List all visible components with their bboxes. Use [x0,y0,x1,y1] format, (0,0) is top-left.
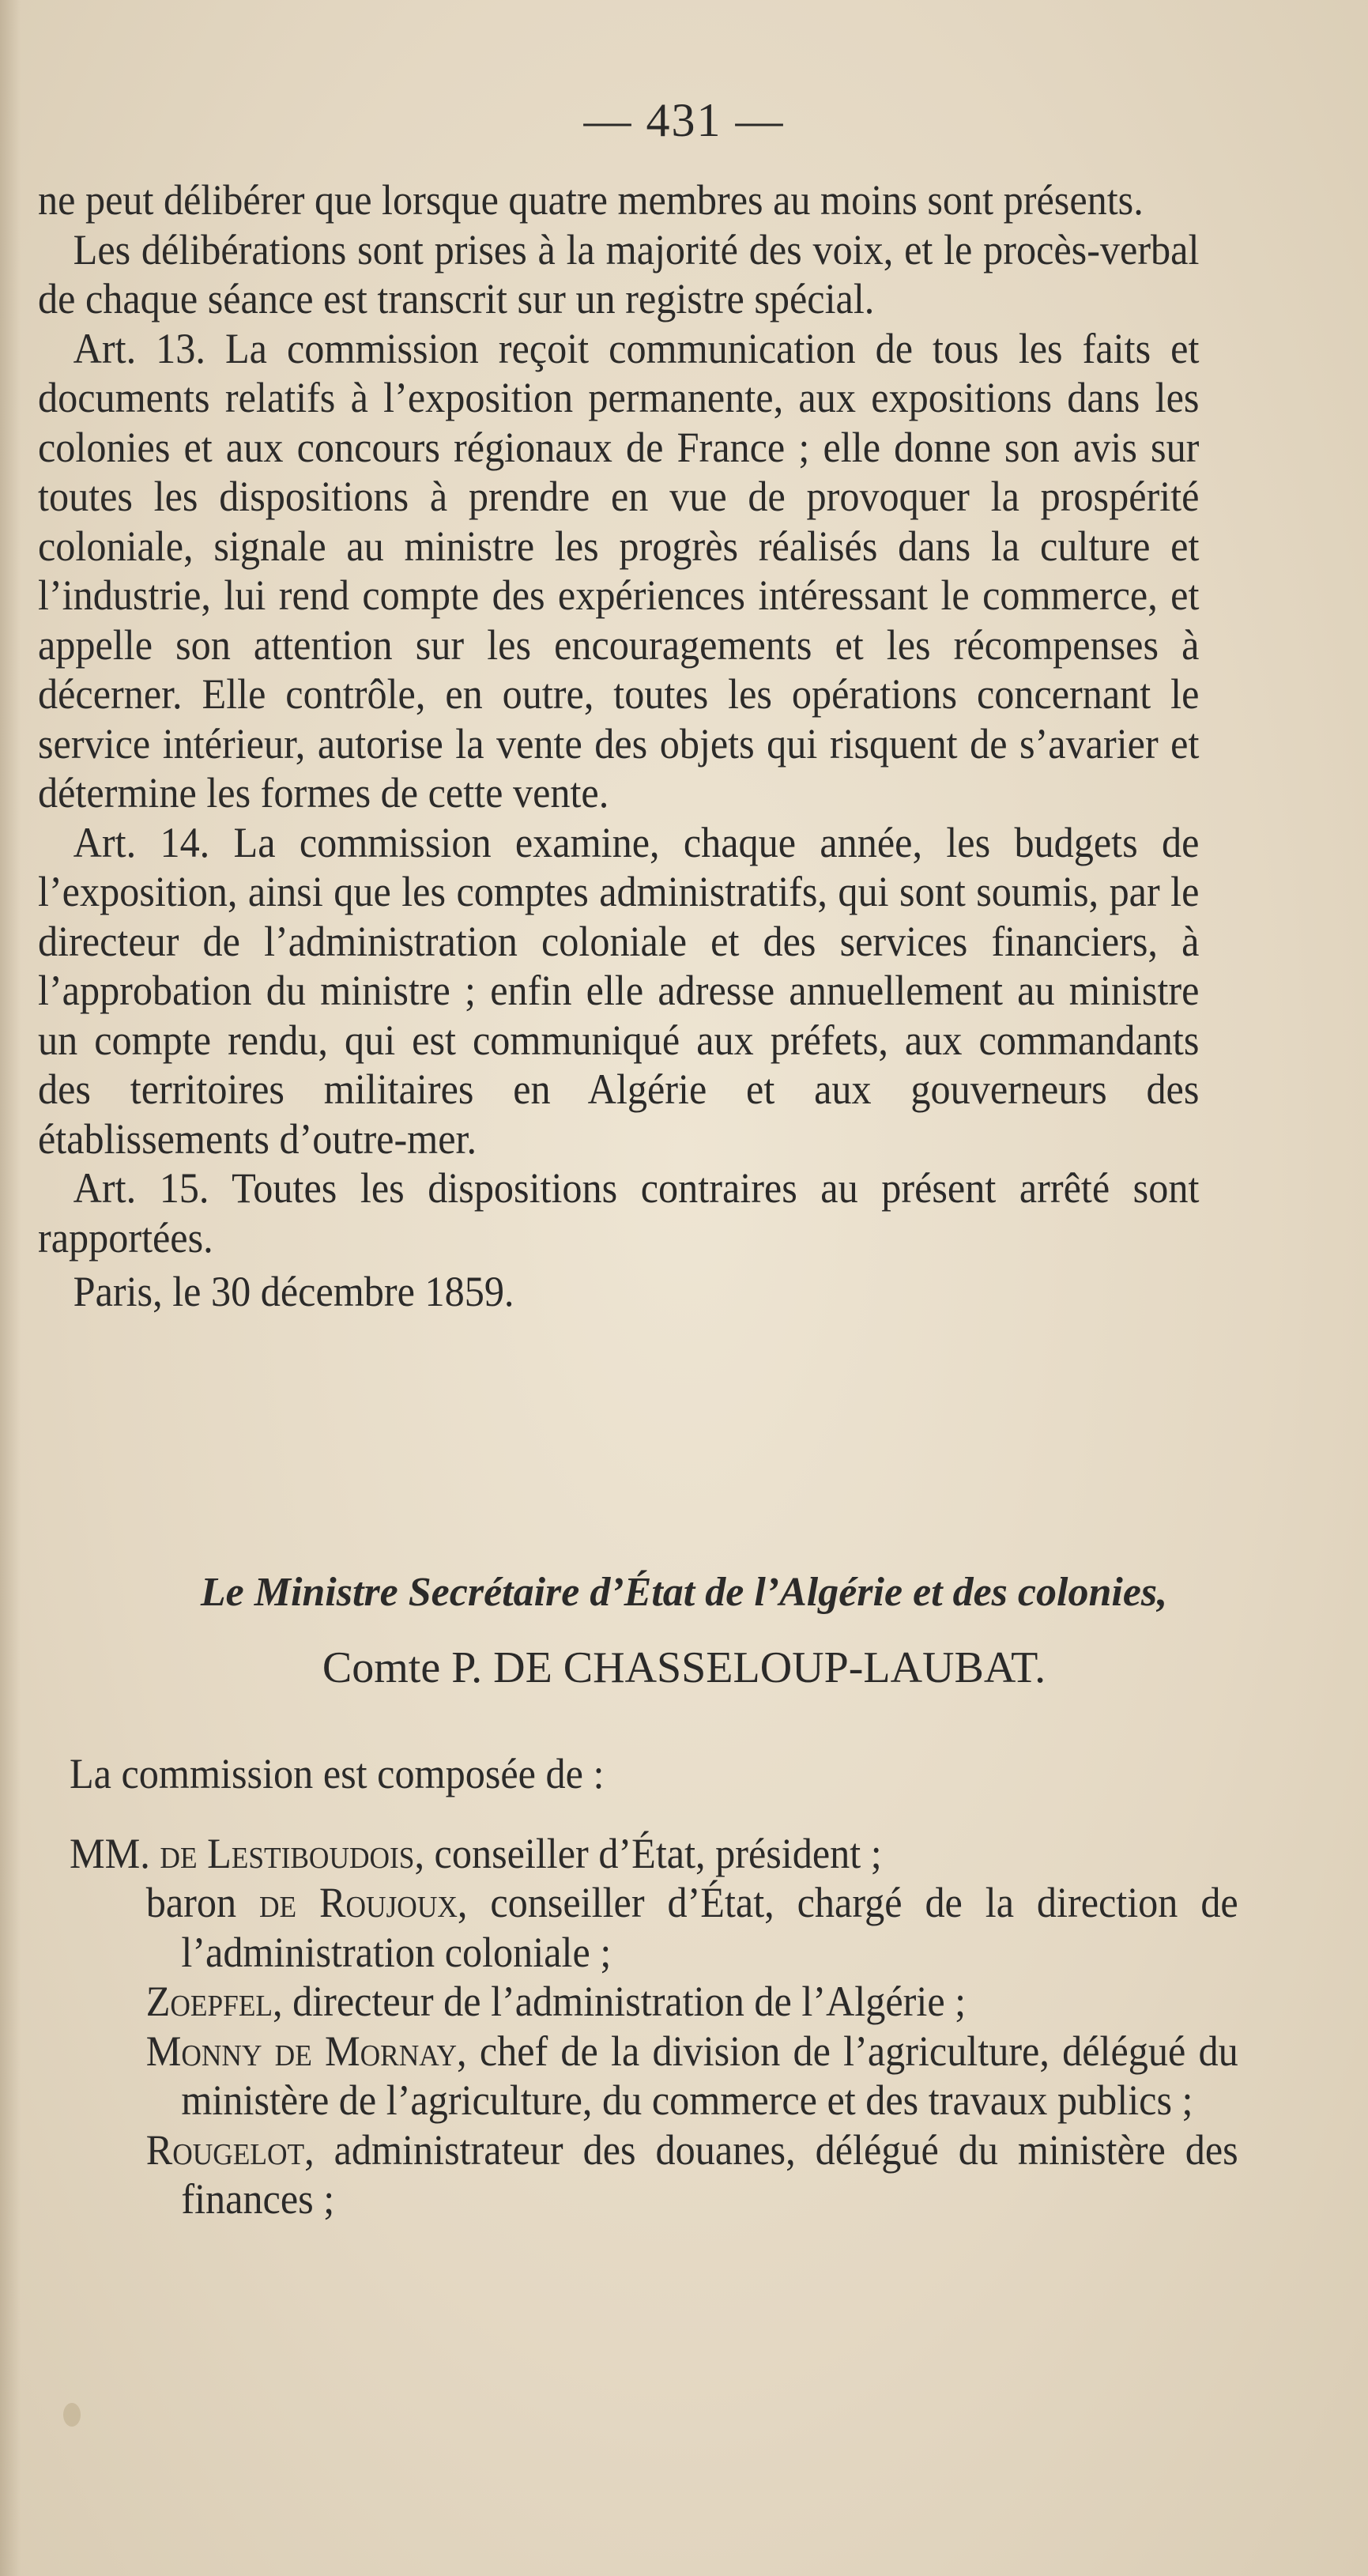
member-name: de Roujoux [258,1879,458,1926]
ink-smudge [63,2403,81,2427]
date-line: Paris, le 30 décembre 1859. [73,1268,514,1315]
member-entry [70,1977,1238,2027]
paragraph-art-13: Art. 13. La commission reçoit communication de tous les faits et documents relatifs à l’exposition permanente, aux expositions dans les colonies et aux concours régionaux de France ; elle donne son avis sur toutes les dispositions à prendre en vue de provoquer la prospérité coloniale, signale au ministre les progrès réalisés dans la culture et l’industrie, lui rend compte des expériences intéressant le commerce, et appelle son attention sur les encouragements et les récompenses à décerner. Elle contrôle, en outre, toutes les opérations concernant le service intérieur, autorise la vente des objets qui risquent de s’avarier et détermine les formes de cette vente. [38,324,1200,817]
member-role: , conseiller d’État, président ; [414,1829,882,1877]
article-body [38,175,1199,1317]
member-entry [70,1878,1238,1977]
member-role: , administrateur des douanes, délégué du ministère des finances ; [181,2125,1238,2223]
signature-name: Comte P. DE CHASSELOUP-LAUBAT. [322,1643,1046,1692]
paragraph-art-14: Art. 14. La commission examine, chaque année, les budgets de l’exposition, ainsi que les comptes administratifs, qui sont soumis, par le directeur de l’administration coloniale et des services financiers, à l’approbation du ministre ; enfin elle adresse annuellement au ministre un compte rendu, qui est communiqué aux préfets, aux commandants des territoires militaires en Algérie et aux gouverneurs des établissements d’outre-mer. [38,818,1200,1163]
member-role: , chef de la division de l’agriculture, délégué du ministère de l’agriculture, du commerce et des travaux publics ; [181,2027,1238,2124]
paragraph-continuation: ne peut délibérer que lorsque quatre membres au moins sont présents. [38,176,1144,224]
paragraph-art-15: Art. 15. Toutes les dispositions contraires au présent arrêté sont rapportées. [38,1164,1200,1262]
commission-intro: La commission est composée de : [70,1750,605,1797]
member-entry [70,2125,1238,2224]
page-edge-shadow [0,0,21,2576]
commission-list [70,1749,1238,2224]
members-prefix: MM. [70,1829,150,1877]
member-role: , conseiller d’État, chargé de la direction de l’administration coloniale ; [181,1879,1238,1976]
member-name: Zoepfel [145,1978,273,2025]
member-name: Rougelot [145,2125,305,2174]
paragraph-deliberations: Les délibérations sont prises à la majorité des voix, et le procès-verbal de chaque séance est transcrit sur un registre spécial. [38,225,1200,322]
page-number: — 431 — [583,94,785,146]
signature-title: Le Ministre Secrétaire d’État de l’Algérie et des colonies, [200,1570,1168,1615]
member-title: baron [145,1879,259,1926]
member-name: de Lestiboudois [160,1829,415,1877]
member-name: Monny de Mornay [145,2027,458,2075]
member-entry [70,2027,1238,2125]
member-role: , directeur de l’administration de l’Algérie ; [272,1978,967,2025]
member-entry [70,1829,1238,1879]
